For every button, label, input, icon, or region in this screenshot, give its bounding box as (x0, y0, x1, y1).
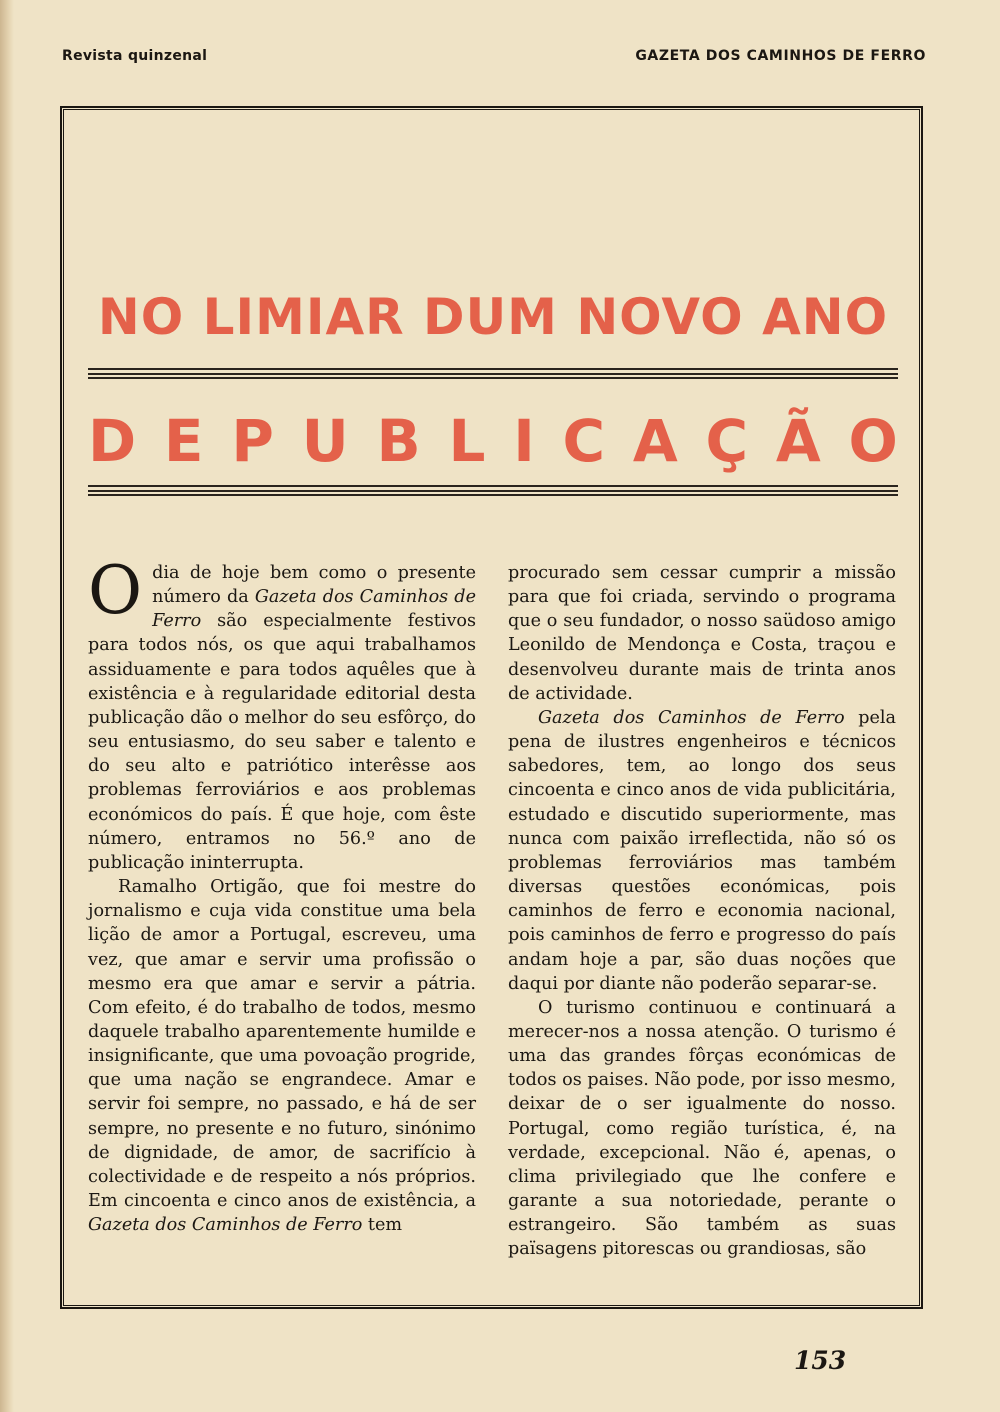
headline-letter: L (448, 407, 486, 475)
headline-letter: Ç (705, 407, 749, 475)
headline-letter: U (301, 407, 349, 475)
paragraph-text: pela pena de ilustres engenheiros e técnicos sabedores, tem, ao longo dos seus cincoenta e cinco anos de vida publicitária, estudado e discutido superiormente, mas nunca com paixão irreflectida, não só os problemas ferroviários mas também diversas questões económicas, pois caminhos de ferro e economia nacional, pois caminhos de ferro e progresso do país andam hoje a par, são duas noções que daqui por diante não poderão separar-se. (508, 707, 897, 994)
paragraph-text: O turismo continuou e continuará a merecer-nos a nossa atenção. O turismo é uma das grandes fôrças económicas de todos os paises. Não pode, por isso mesmo, deixar de o ser igualmente do nosso. Portugal, como região turística, é, na verdade, excepcional. Não é, apenas, o clima privilegiado que lhe confere e garante a sua notoriedade, perante o estrangeiro. São também as suas païsagens pitorescas ou grandiosas, são (508, 997, 896, 1260)
article-paragraph (508, 996, 896, 1262)
headline-letter: P (231, 407, 274, 475)
article-paragraph (88, 875, 476, 1237)
headline-rule-bottom (88, 485, 898, 496)
running-header-left: Revista quinzenal (62, 48, 208, 64)
page-spine-shadow (0, 0, 14, 1412)
article-column-left (88, 552, 476, 1237)
headline-letter: D (88, 407, 137, 475)
publication-title: Gazeta dos Caminhos de Ferro (88, 1215, 363, 1236)
article-paragraph (508, 561, 896, 706)
paragraph-text: dia de hoje bem como o presente número da (152, 563, 476, 608)
article-paragraph (508, 706, 896, 996)
headline-letter: O (848, 407, 898, 475)
paragraph-text: são especialmente festivos para todos nós, os que aqui trabalhamos assiduamente e para todos aquêles que à existência e à regularidade editorial desta publicação dão o melhor do seu esfôrço, do seu entusiasmo, do seu saber e talento e do seu alto e patriótico interêsse aos problemas ferroviários e aos problemas económicos do país. É que hoje, com êste número, entramos no 56.º ano de publicação ininterrupta. (88, 611, 476, 873)
publication-title: Gazeta dos Caminhos de Ferro (152, 587, 476, 632)
page-number: 153 (794, 1346, 847, 1375)
headline-letter: C (562, 407, 606, 475)
headline-letter: Ã (775, 407, 821, 475)
paragraph-text: Ramalho Ortigão, que foi mestre do jornalismo e cuja vida constitue uma bela lição de amor a Portugal, escreveu, uma vez, que amar e servir uma profissão o mesmo era que amar e servir a pátria. Com efeito, é do trabalho de todos, mesmo daquele trabalho aparentemente humilde e insignificante, que uma povoação progride, que uma nação se engrandece. Amar e servir foi sempre, no passado, e há de ser sempre, no presente e no futuro, sinónimo de dignidade, de amor, de sacrifício à colectividade e de respeito a nós próprios. Em cincoenta e cinco anos de existência, a (88, 877, 476, 1212)
drop-cap: O (88, 552, 143, 629)
headline-letter: I (513, 407, 535, 475)
article-column-right (508, 561, 896, 1262)
paragraph-text: tem (362, 1215, 403, 1236)
running-header-right: GAZETA DOS CAMINHOS DE FERRO (635, 48, 926, 64)
headline-line-2 (88, 407, 898, 475)
headline-letter: B (376, 407, 421, 475)
headline-letter: E (163, 407, 204, 475)
paragraph-text: procurado sem cessar cumprir a missão para que foi criada, servindo o programa que o seu fundador, o nosso saüdoso amigo Leonildo de Mendonça e Costa, traçou e desenvolveu durante mais de trinta anos de actividade. (508, 563, 896, 704)
headline-rule-top (88, 368, 898, 379)
headline-line-1: NO LIMIAR DUM NOVO ANO (97, 288, 889, 346)
headline-letter: A (632, 407, 678, 475)
publication-title: Gazeta dos Caminhos de Ferro (538, 707, 845, 728)
article-paragraph (88, 552, 476, 875)
